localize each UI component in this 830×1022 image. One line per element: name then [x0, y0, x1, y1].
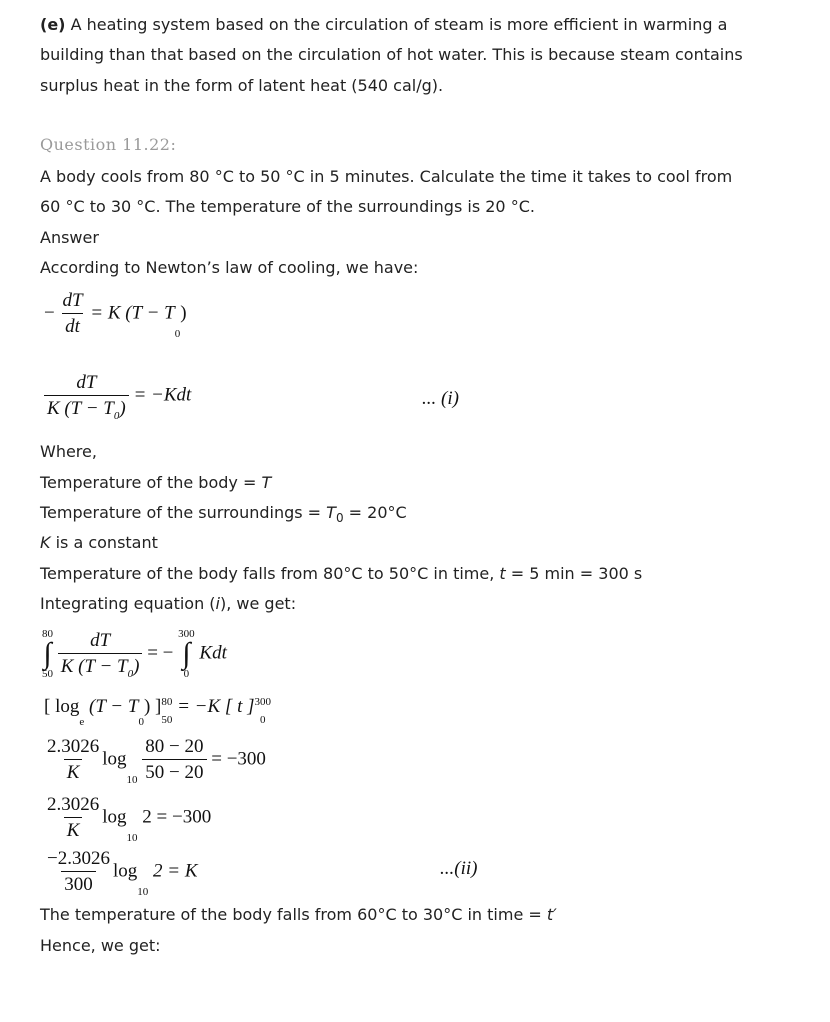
equation-5-label: ...(ii): [440, 858, 478, 879]
intro-line3: surplus heat in the form of latent heat (540 cal/g).: [40, 76, 444, 95]
equation-5: $\frac{-2.3026}{300}$ log10 2 = K: [47, 848, 198, 898]
newton-text: According to Newton’s law of cooling, we have:: [40, 258, 419, 277]
hence-line: Hence, we get:: [40, 936, 161, 955]
integrating-line: Integrating equation (i), we get:: [40, 594, 297, 613]
intro-label: (e): [40, 15, 66, 34]
falls-first-line: Temperature of the body falls from 80°C to 50°C in time, t = 5 min = 300 s: [40, 564, 643, 583]
intro-line2: building than that based on the circulation of hot water. This is because steam contains: [40, 45, 743, 64]
equation-2: $\frac{dT}{K (T - T0)}$ = −Kdt: [44, 372, 191, 420]
equation-4: $\frac{2.3026}{K}$ log10 2 = −300: [47, 794, 212, 844]
log-equation: [ loge (T − T0) ] 80 50 = −K [ t ] 300 0: [44, 696, 271, 728]
intro-line1: A heating system based on the circulation of steam is more efficient in warming a: [70, 15, 728, 34]
question-line2: 60 °C to 30 °C. The temperature of the surroundings is 20 °C.: [40, 197, 535, 216]
equation-1: − $\frac{dT}{dt}$ = K (T − T0): [44, 290, 187, 340]
intro-paragraph: [40, 10, 792, 40]
answer-label: Answer: [40, 228, 99, 247]
surroundings-temperature-line: Temperature of the surroundings = $T_0 = 20^\circ C$: [40, 503, 407, 525]
question-line1: A body cools from 80 °C to 50 °C in 5 minutes. Calculate the time it takes to cool from: [40, 167, 733, 186]
equation-3: $\frac{2.3026}{K}$ log10 $\frac{80 - 20}{50 - 20}$ = −300: [47, 736, 266, 786]
question-heading: Question 11.22:: [40, 135, 177, 154]
constant-line: K is a constant: [40, 533, 158, 552]
falls-second-line: The temperature of the body falls from 60°C to 30°C in time = t′: [40, 905, 557, 924]
where-text: Where,: [40, 442, 97, 461]
equation-2-label: ... (i): [422, 388, 459, 409]
integral-equation: 80 ∫ 50 $\frac{dT}{K (T - T0)}$ = − 300 ∫ 0 Kdt: [42, 628, 227, 680]
body-temperature-line: Temperature of the body = T: [40, 473, 272, 492]
